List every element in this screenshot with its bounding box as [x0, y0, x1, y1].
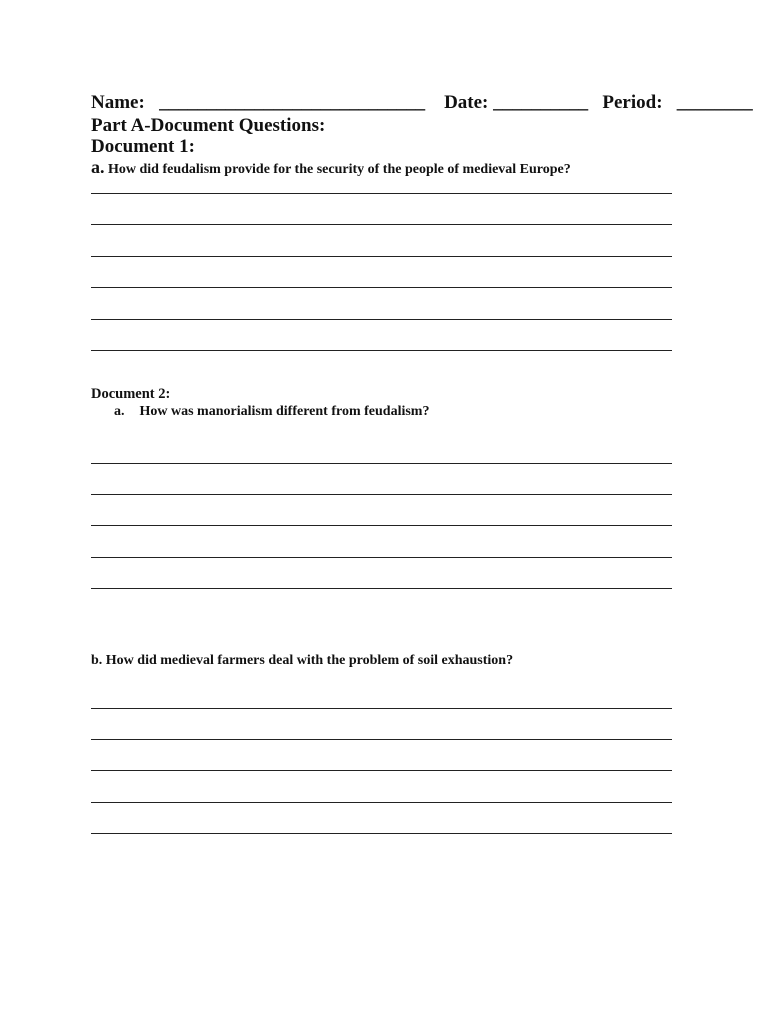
header-row — [91, 91, 753, 115]
period-label: Period: — [602, 92, 663, 113]
answer-line[interactable] — [91, 557, 672, 558]
answer-line[interactable] — [91, 256, 672, 257]
answer-line[interactable] — [91, 193, 672, 194]
answer-line[interactable] — [91, 770, 672, 771]
question-marker: a. — [91, 157, 105, 177]
document-1-question-a — [91, 158, 571, 179]
answer-line[interactable] — [91, 525, 672, 526]
answer-line[interactable] — [91, 588, 672, 589]
document-1-title: Document 1: — [91, 136, 195, 157]
question-text: How did feudalism provide for the security of the people of medieval Europe? — [108, 162, 571, 177]
date-label: Date: — [444, 92, 489, 113]
answer-line[interactable] — [91, 224, 672, 225]
answer-line[interactable] — [91, 463, 672, 464]
name-blank[interactable]: ____________________________ — [159, 92, 426, 113]
answer-line[interactable] — [91, 494, 672, 495]
answer-line[interactable] — [91, 833, 672, 834]
document-2-question-b: b. How did medieval farmers deal with the problem of soil exhaustion? — [91, 653, 514, 668]
answer-line[interactable] — [91, 739, 672, 740]
answer-line[interactable] — [91, 287, 672, 288]
question-text: How was manorialism different from feudalism? — [139, 404, 430, 419]
part-title: Part A-Document Questions: — [91, 115, 326, 136]
answer-line[interactable] — [91, 319, 672, 320]
document-2-question-a — [114, 403, 429, 421]
answer-line[interactable] — [91, 350, 672, 351]
date-blank[interactable]: __________ — [493, 92, 589, 113]
answer-line[interactable] — [91, 802, 672, 803]
document-2-title: Document 2: — [91, 386, 171, 402]
question-marker: a. — [114, 404, 125, 419]
answer-line[interactable] — [91, 708, 672, 709]
period-blank[interactable]: ________ — [676, 92, 753, 113]
name-label: Name: — [91, 92, 145, 113]
